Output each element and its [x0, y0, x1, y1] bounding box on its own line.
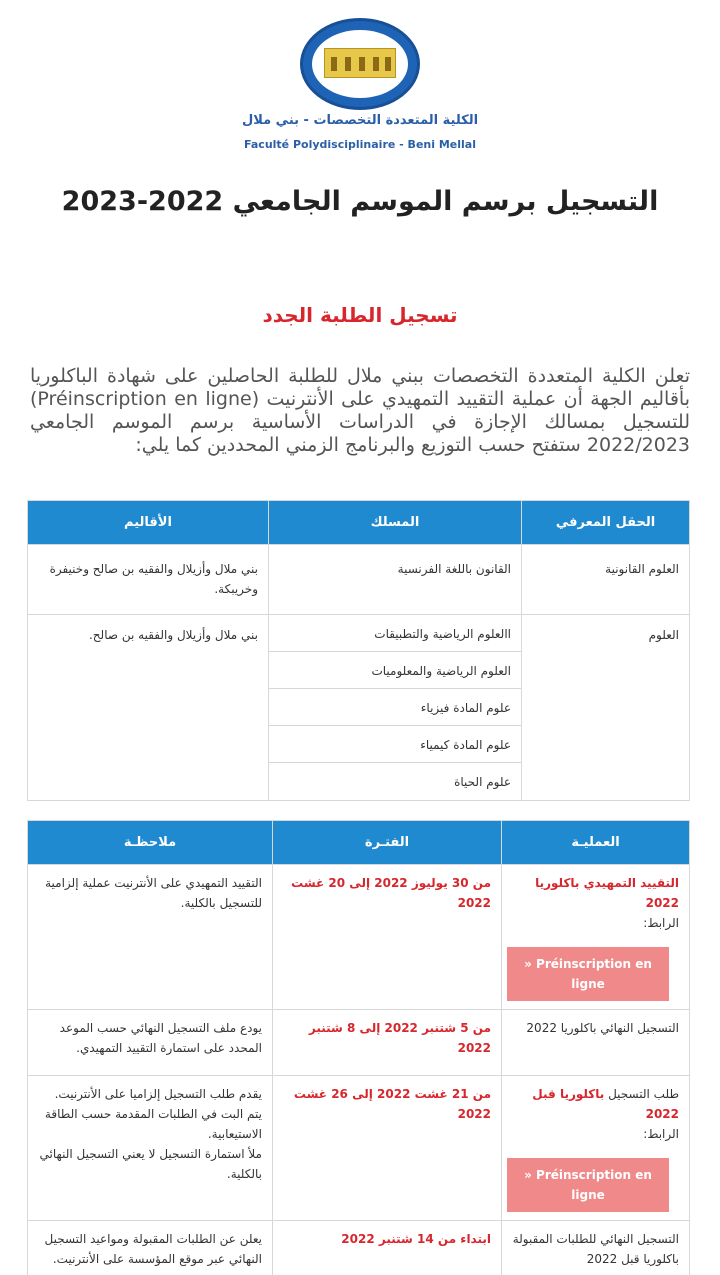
period-cell: من 21 غشت 2022 إلى 26 غشت 2022 — [273, 1076, 502, 1221]
table-row — [28, 545, 690, 615]
tracks-table — [27, 500, 690, 801]
track-cell: القانون باللغة الفرنسية — [269, 545, 522, 615]
track-list — [269, 615, 522, 801]
faculty-name-ar: الكلية المتعددة التخصصات - بني ملال — [241, 113, 479, 128]
table-row — [28, 615, 690, 801]
operation-title: التقييد التمهيدي باكلوريا 2022 — [535, 876, 679, 910]
header-field: الحقل المعرفي — [522, 501, 690, 545]
link-label: الرابط: — [643, 916, 679, 930]
period-cell: من 30 يوليوز 2022 إلى 20 غشت 2022 — [273, 865, 502, 1010]
table-row — [28, 1010, 690, 1076]
schedule-table — [27, 820, 690, 1275]
note-cell: يعلن عن الطلبات المقبولة ومواعيد التسجيل النهائي عبر موقع المؤسسة على الأنترنيت. — [28, 1221, 273, 1275]
link-label: الرابط: — [643, 1127, 679, 1141]
table-row — [28, 1076, 690, 1221]
logo-building-icon — [324, 48, 396, 78]
track-item: االعلوم الرياضية والتطبيقات — [269, 615, 521, 652]
table-row — [28, 865, 690, 1010]
section-subtitle: تسجيل الطلبة الجدد — [262, 303, 458, 327]
operation-cell: التسجيل النهائي للطلبات المقبولة باكلوريا قبل 2022 — [502, 1221, 690, 1275]
field-cell: العلوم — [522, 615, 690, 801]
preinscription-button[interactable]: » Préinscription en ligne — [507, 947, 669, 1001]
note-line: يقدم طلب التسجيل إلزاميا على الأنترنيت. — [54, 1087, 262, 1101]
faculty-name-fr: Faculté Polydisciplinaire - Beni Mellal — [244, 138, 476, 151]
header-operation: العمليـة — [502, 821, 690, 865]
note-line: ملأ استمارة التسجيل لا يعني التسجيل النهائي بالكلية. — [39, 1147, 262, 1181]
operation-prefix: طلب التسجيل — [604, 1087, 679, 1101]
operation-cell: التسجيل النهائي باكلوريا 2022 — [502, 1010, 690, 1076]
track-item: علوم الحياة — [454, 775, 511, 789]
header-note: ملاحظـة — [28, 821, 273, 865]
period-cell: من 5 شتنبر 2022 إلى 8 شتنبر 2022 — [273, 1010, 502, 1076]
preinscription-button[interactable]: » Préinscription en ligne — [507, 1158, 669, 1212]
header-regions: الأقاليم — [28, 501, 269, 545]
faculty-logo — [0, 18, 720, 110]
page-title: التسجيل برسم الموسم الجامعي 2022-2023 — [61, 186, 659, 217]
header-period: الفتـرة — [273, 821, 502, 865]
track-item: العلوم الرياضية والمعلوميات — [269, 652, 521, 689]
period-cell: ابتداء من 14 شتنبر 2022 — [273, 1221, 502, 1275]
regions-cell: بني ملال وأزيلال والفقيه بن صالح وخنيفرة وخريبكة. — [28, 545, 269, 615]
header-track: المسلك — [269, 501, 522, 545]
note-cell: يودع ملف التسجيل النهائي حسب الموعد المحدد على استمارة التقييد التمهيدي. — [28, 1010, 273, 1076]
note-cell — [28, 1076, 273, 1221]
table-row — [28, 1221, 690, 1275]
track-item: علوم المادة فيزياء — [269, 689, 521, 726]
regions-cell: بني ملال وأزيلال والفقيه بن صالح. — [28, 615, 269, 801]
note-line: يتم البت في الطلبات المقدمة حسب الطاقة الاستيعابية. — [44, 1107, 262, 1141]
intro-paragraph: تعلن الكلية المتعددة التخصصات ببني ملال للطلبة الحاصلين على شهادة الباكلوريا بأقاليم الجهة أن عملية التقييد التمهيدي على الأنترنيت (Préinscription en ligne) للتسجيل بمسالك الإجازة في الدراسات الأساسية برسم الموسم الجامعي 2022/2023 ستفتح حسب التوزيع والبرنامج الزمني المحددين كما يلي: — [30, 365, 690, 456]
track-item: علوم المادة كيمياء — [269, 726, 521, 763]
operation-cell — [502, 865, 690, 1010]
note-cell: التقييد التمهيدي على الأنترنيت عملية إلزامية للتسجيل بالكلية. — [28, 865, 273, 1010]
field-cell: العلوم القانونية — [522, 545, 690, 615]
operation-cell — [502, 1076, 690, 1221]
operation-title: باكلوريا قبل 2022 — [532, 1087, 679, 1121]
